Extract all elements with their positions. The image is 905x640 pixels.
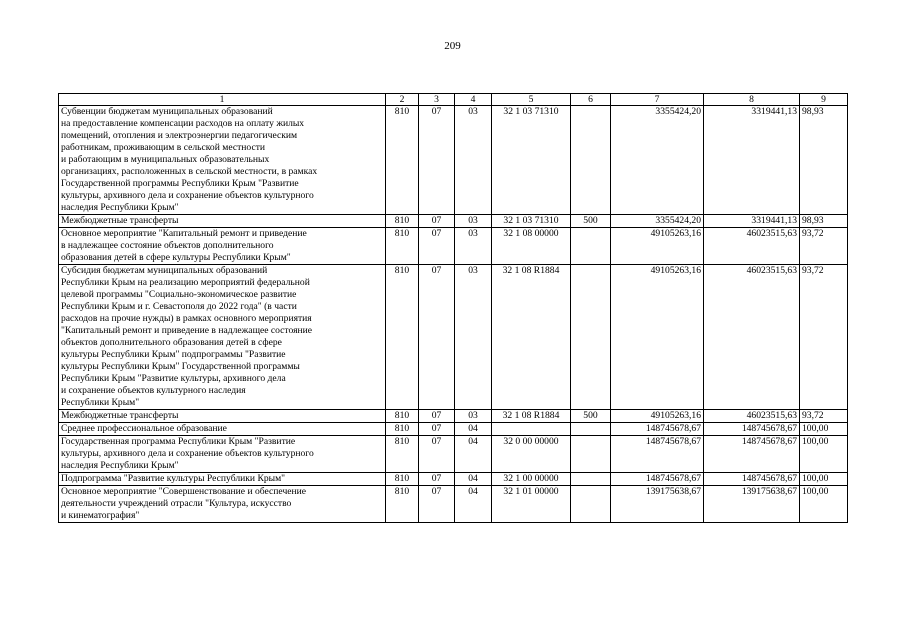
section-code: 07	[419, 410, 455, 423]
target-article-code: 32 1 03 71310	[492, 215, 571, 228]
ministry-code: 810	[386, 423, 419, 436]
section-code: 07	[419, 228, 455, 265]
table-row	[59, 265, 848, 410]
subsection-code: 04	[455, 436, 492, 473]
col-header: 9	[800, 94, 848, 106]
approved-amount: 49105263,16	[611, 265, 704, 410]
execution-percent: 98,93	[800, 215, 848, 228]
col-header: 1	[59, 94, 386, 106]
row-name: Субсидия бюджетам муниципальных образований Республики Крым на реализацию мероприятий федеральной целевой программы "Социально-экономическое развитие Республики Крым и г. Севастополя до 2022 года" (в части расходов на прочие нужды) в рамках основного мероприятия "Капитальный ремонт и приведение в надлежащее состояние объектов дополнительного образования детей в сфере культуры Республики Крым" подпрограммы "Развитие культуры Республики Крым" Государственной программы Республики Крым "Развитие культуры, архивного дела и сохранение объектов культурного наследия Республики Крым"	[59, 265, 386, 410]
row-name: Основное мероприятие "Совершенствование и обеспечение деятельности учреждений отрасли "Культура, искусство и кинематография"	[59, 486, 386, 523]
expense-type-code: 500	[571, 410, 611, 423]
row-name: Межбюджетные трансферты	[59, 410, 386, 423]
expense-type-code	[571, 436, 611, 473]
ministry-code: 810	[386, 228, 419, 265]
section-code: 07	[419, 423, 455, 436]
row-name: Субвенции бюджетам муниципальных образований на предоставление компенсации расходов на оплату жилых помещений, отопления и электроэнергии педагогическим работникам, проживающим в сельской местности и работающим в муниципальных образовательных организациях, расположенных в сельской местности, в рамках Государственной программы Республики Крым "Развитие культуры, архивного дела и сохранение объектов культурного наследия Республики Крым"	[59, 106, 386, 215]
executed-amount: 3319441,13	[704, 106, 800, 215]
execution-percent: 100,00	[800, 473, 848, 486]
col-header: 7	[611, 94, 704, 106]
ministry-code: 810	[386, 215, 419, 228]
subsection-code: 03	[455, 228, 492, 265]
ministry-code: 810	[386, 473, 419, 486]
budget-table	[58, 93, 848, 523]
approved-amount: 49105263,16	[611, 410, 704, 423]
subsection-code: 04	[455, 486, 492, 523]
col-header: 6	[571, 94, 611, 106]
target-article-code: 32 1 08 00000	[492, 228, 571, 265]
target-article-code	[492, 423, 571, 436]
subsection-code: 03	[455, 265, 492, 410]
executed-amount: 46023515,63	[704, 228, 800, 265]
target-article-code: 32 1 01 00000	[492, 486, 571, 523]
table-row	[59, 423, 848, 436]
subsection-code: 03	[455, 215, 492, 228]
ministry-code: 810	[386, 106, 419, 215]
expense-type-code: 500	[571, 215, 611, 228]
executed-amount: 148745678,67	[704, 436, 800, 473]
section-code: 07	[419, 473, 455, 486]
ministry-code: 810	[386, 436, 419, 473]
table-row	[59, 436, 848, 473]
target-article-code: 32 1 03 71310	[492, 106, 571, 215]
table-row	[59, 486, 848, 523]
section-code: 07	[419, 215, 455, 228]
approved-amount: 49105263,16	[611, 228, 704, 265]
col-header: 2	[386, 94, 419, 106]
target-article-code: 32 0 00 00000	[492, 436, 571, 473]
expense-type-code	[571, 473, 611, 486]
col-header: 8	[704, 94, 800, 106]
approved-amount: 3355424,20	[611, 215, 704, 228]
executed-amount: 3319441,13	[704, 215, 800, 228]
execution-percent: 100,00	[800, 436, 848, 473]
expense-type-code	[571, 265, 611, 410]
ministry-code: 810	[386, 265, 419, 410]
row-name: Среднее профессиональное образование	[59, 423, 386, 436]
col-header: 5	[492, 94, 571, 106]
executed-amount: 46023515,63	[704, 265, 800, 410]
executed-amount: 148745678,67	[704, 423, 800, 436]
page-number: 209	[444, 40, 461, 52]
approved-amount: 148745678,67	[611, 423, 704, 436]
expense-type-code	[571, 228, 611, 265]
section-code: 07	[419, 265, 455, 410]
expense-type-code	[571, 486, 611, 523]
row-name: Основное мероприятие "Капитальный ремонт и приведение в надлежащее состояние объектов дополнительного образования детей в сфере культуры Республики Крым"	[59, 228, 386, 265]
executed-amount: 148745678,67	[704, 473, 800, 486]
target-article-code: 32 1 08 R1884	[492, 265, 571, 410]
row-name: Государственная программа Республики Крым "Развитие культуры, архивного дела и сохранение объектов культурного наследия Республики Крым"	[59, 436, 386, 473]
execution-percent: 100,00	[800, 486, 848, 523]
header-row	[59, 94, 848, 106]
executed-amount: 139175638,67	[704, 486, 800, 523]
execution-percent: 93,72	[800, 228, 848, 265]
execution-percent: 93,72	[800, 265, 848, 410]
execution-percent: 93,72	[800, 410, 848, 423]
table-row	[59, 106, 848, 215]
section-code: 07	[419, 486, 455, 523]
subsection-code: 03	[455, 410, 492, 423]
approved-amount: 3355424,20	[611, 106, 704, 215]
row-name: Подпрограмма "Развитие культуры Республики Крым"	[59, 473, 386, 486]
row-name: Межбюджетные трансферты	[59, 215, 386, 228]
col-header: 4	[455, 94, 492, 106]
ministry-code: 810	[386, 410, 419, 423]
execution-percent: 100,00	[800, 423, 848, 436]
subsection-code: 04	[455, 473, 492, 486]
approved-amount: 148745678,67	[611, 473, 704, 486]
table-row	[59, 473, 848, 486]
approved-amount: 148745678,67	[611, 436, 704, 473]
subsection-code: 03	[455, 106, 492, 215]
section-code: 07	[419, 106, 455, 215]
section-code: 07	[419, 436, 455, 473]
col-header: 3	[419, 94, 455, 106]
ministry-code: 810	[386, 486, 419, 523]
execution-percent: 98,93	[800, 106, 848, 215]
table-row	[59, 215, 848, 228]
expense-type-code	[571, 106, 611, 215]
expense-type-code	[571, 423, 611, 436]
target-article-code: 32 1 08 R1884	[492, 410, 571, 423]
subsection-code: 04	[455, 423, 492, 436]
approved-amount: 139175638,67	[611, 486, 704, 523]
target-article-code: 32 1 00 00000	[492, 473, 571, 486]
table-row	[59, 410, 848, 423]
table-row	[59, 228, 848, 265]
executed-amount: 46023515,63	[704, 410, 800, 423]
